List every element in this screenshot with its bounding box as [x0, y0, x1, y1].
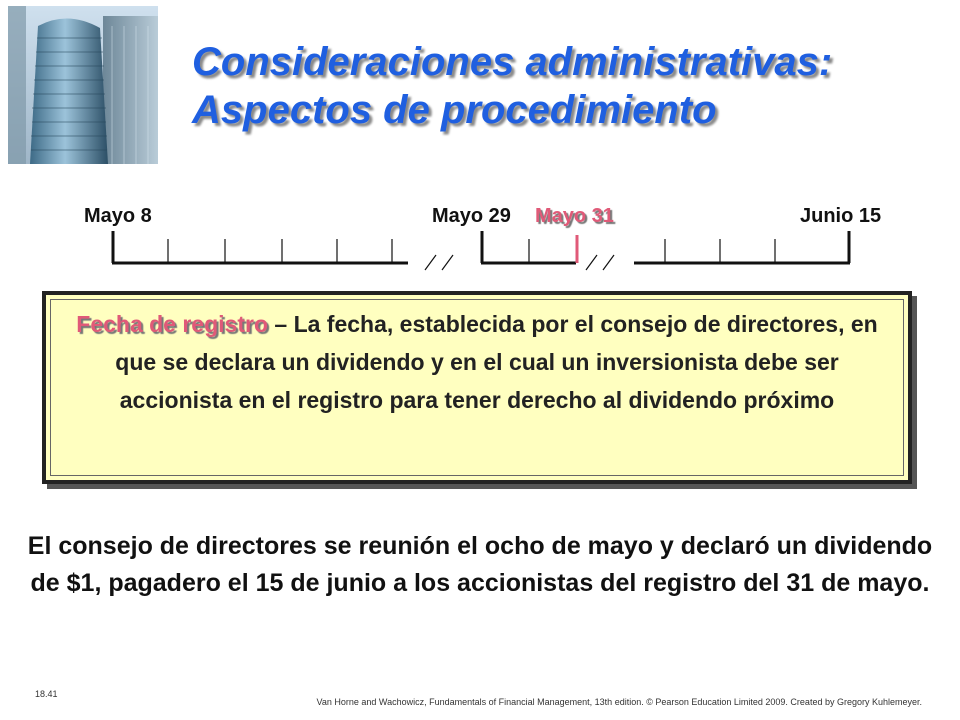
- timeline: [0, 225, 960, 275]
- footer-credit: Van Horne and Wachowicz, Fundamentals of Financial Management, 13th edition. © Pearson Education Limited 2009. Created by Gregory Kuhlemeyer.: [316, 697, 922, 707]
- title-line-2: Aspectos de procedimiento: [192, 88, 717, 132]
- timeline-label-junio-15: Junio 15: [800, 205, 882, 227]
- example-paragraph: El consejo de directores se reunión el ocho de mayo y declaró un dividendo de $1, pagadero el 15 de junio a los accionistas del registro del 31 de mayo.: [27, 532, 933, 597]
- timeline-break-2: [586, 255, 614, 270]
- definition-term: Fecha de registro: [76, 311, 268, 337]
- definition-body: – La fecha, establecida por el consejo de directores, en que se declara un dividendo y en el cual un inversionista debe ser accionista en el registro para tener derecho al dividendo próximo: [115, 311, 878, 413]
- slide-number: 18.41: [35, 689, 58, 699]
- timeline-label-mayo-31: Mayo 31: [535, 205, 614, 227]
- timeline-label-mayo-29: Mayo 29: [432, 205, 511, 227]
- title-line-1: Consideraciones administrativas:: [192, 40, 833, 84]
- building-image: [8, 6, 158, 164]
- timeline-label-mayo-8: Mayo 8: [84, 205, 152, 227]
- definition-text: [56, 305, 898, 419]
- timeline-break-1: [425, 255, 453, 270]
- slide-title: [192, 38, 932, 134]
- definition-box: [42, 291, 912, 484]
